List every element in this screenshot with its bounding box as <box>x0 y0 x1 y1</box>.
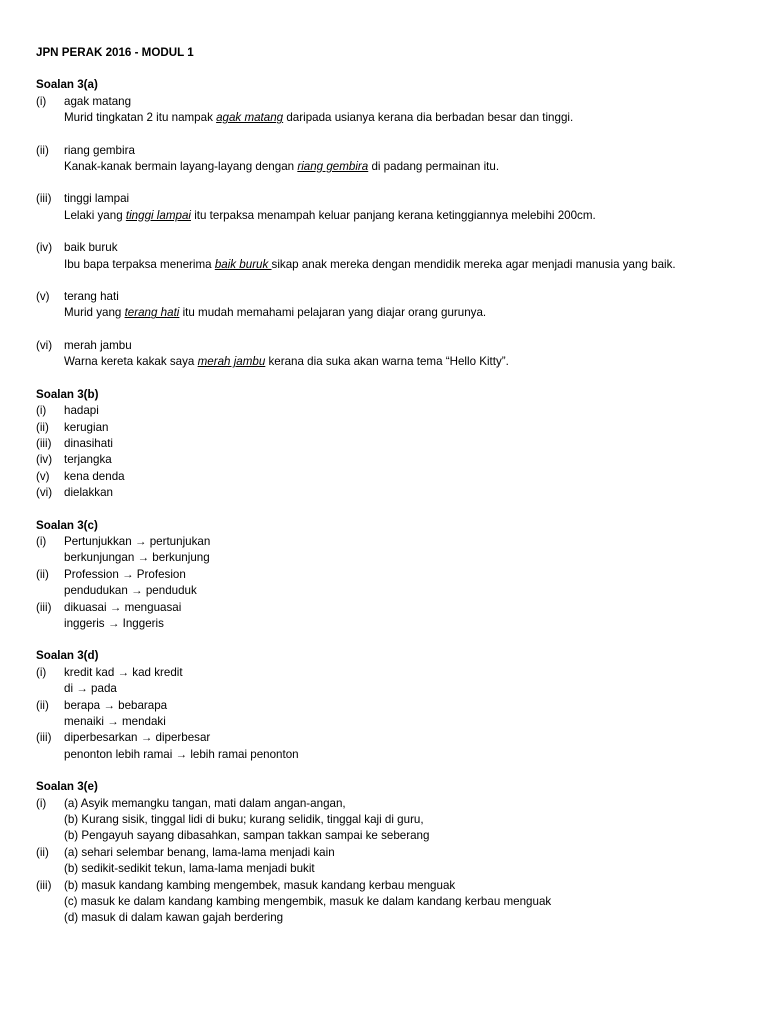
item-answer: kena denda <box>64 469 125 483</box>
correction-line: berapa → bebarapa <box>64 698 168 712</box>
section-3e <box>36 779 726 927</box>
answer-item <box>36 878 726 927</box>
item-number: (v) <box>36 290 50 304</box>
proverb-line: (a) Asyik memangku tangan, mati dalam angan-angan, <box>64 796 346 810</box>
sentence-end: itu terpaksa menampah keluar panjang kerana ketinggiannya melebihi 200cm. <box>190 208 596 222</box>
highlighted-phrase: tinggi lampai <box>125 208 191 222</box>
proverb-line: (b) Pengayuh sayang dibasahkan, sampan takkan sampai ke seberang <box>64 829 430 843</box>
sentence-start: Ibu bapa terpaksa menerima <box>64 257 215 271</box>
item-number: (ii) <box>36 420 49 434</box>
sentence-start: Kanak-kanak bermain layang-layang dengan <box>64 160 298 174</box>
correction-line: inggeris → Inggeris <box>64 616 164 630</box>
item-number: (iv) <box>36 453 53 467</box>
section-3d <box>36 648 726 763</box>
item-number: (iii) <box>36 436 52 450</box>
sentence-end: daripada usianya kerana dia berbadan besar dan tinggi. <box>283 111 574 125</box>
item-number: (vi) <box>36 338 53 352</box>
answer-item <box>36 338 726 371</box>
proverb-line: (b) masuk kandang kambing mengembek, masuk kandang kerbau menguak <box>64 878 456 892</box>
example-sentence <box>64 208 726 224</box>
answer-item <box>36 452 726 468</box>
item-number: (iii) <box>36 192 52 206</box>
correction-line: di → pada <box>64 682 117 696</box>
correction-line: menaiki → mendaki <box>64 715 166 728</box>
item-term: riang gembira <box>64 143 135 157</box>
item-term: terang hati <box>64 290 119 304</box>
item-term: tinggi lampai <box>64 192 130 206</box>
example-sentence <box>64 159 726 175</box>
section-heading: Soalan 3(c) <box>36 518 98 532</box>
sentence-end: kerana dia suka akan warna tema “Hello Kitty”. <box>265 355 509 369</box>
correction-line: pendudukan → penduduk <box>64 584 197 598</box>
item-term: baik buruk <box>64 241 118 255</box>
correction-line: diperbesarkan → diperbesar <box>64 731 211 745</box>
item-number: (i) <box>36 94 47 108</box>
correction-line: Pertunjukkan → pertunjukan <box>64 534 211 548</box>
answer-item <box>36 143 726 176</box>
document-page <box>36 45 726 943</box>
sentence-start: Murid tingkatan 2 itu nampak <box>64 111 217 125</box>
item-number: (iii) <box>36 600 52 614</box>
item-answer: dielakkan <box>64 486 113 500</box>
answer-item <box>36 665 726 698</box>
item-number: (i) <box>36 534 47 548</box>
correction-line: penonton lebih ramai → lebih ramai penonton <box>64 747 299 761</box>
sentence-start: Murid yang <box>64 306 125 320</box>
highlighted-phrase: terang hati <box>124 306 180 320</box>
item-number: (i) <box>36 665 47 679</box>
answer-item <box>36 730 726 763</box>
correction-line: kredit kad → kad kredit <box>64 665 183 679</box>
sentence-start: Lelaki yang <box>64 208 126 222</box>
answer-item <box>36 845 726 878</box>
item-number: (ii) <box>36 143 49 157</box>
example-sentence <box>64 110 726 126</box>
item-answer: dinasihati <box>64 436 113 450</box>
item-answer: terjangka <box>64 453 112 467</box>
example-sentence <box>64 305 726 321</box>
item-number: (iii) <box>36 731 52 745</box>
item-number: (i) <box>36 404 47 418</box>
proverb-line: (c) masuk ke dalam kandang kambing mengembik, masuk ke dalam kandang kerbau menguak <box>64 895 552 909</box>
answer-item <box>36 436 726 452</box>
item-term: merah jambu <box>64 338 132 352</box>
item-number: (iv) <box>36 241 53 255</box>
section-3b <box>36 387 726 502</box>
answer-item <box>36 534 726 567</box>
document-title: JPN PERAK 2016 - MODUL 1 <box>36 46 194 59</box>
item-number: (i) <box>36 796 47 810</box>
sentence-start: Warna kereta kakak saya <box>64 355 198 369</box>
section-heading: Soalan 3(a) <box>36 78 98 92</box>
section-heading: Soalan 3(b) <box>36 387 99 401</box>
answer-item <box>36 403 726 419</box>
answer-item <box>36 469 726 485</box>
answer-item <box>36 698 726 731</box>
answer-item <box>36 485 726 501</box>
item-number: (iii) <box>36 878 52 892</box>
proverb-line: (b) Kurang sisik, tinggal lidi di buku; kurang selidik, tinggal kaji di guru, <box>64 813 424 827</box>
answer-item <box>36 600 726 633</box>
example-sentence <box>64 354 726 370</box>
item-answer: hadapi <box>64 404 99 418</box>
item-number: (vi) <box>36 486 53 500</box>
correction-line: berkunjungan → berkunjung <box>64 551 210 565</box>
answer-item <box>36 567 726 600</box>
section-heading: Soalan 3(e) <box>36 780 98 794</box>
sentence-end: di padang permainan itu. <box>368 160 500 174</box>
highlighted-phrase: riang gembira <box>297 160 369 174</box>
proverb-line: (a) sehari selembar benang, lama-lama menjadi kain <box>64 845 335 859</box>
item-number: (ii) <box>36 567 49 581</box>
item-number: (ii) <box>36 698 49 712</box>
section-3a <box>36 77 726 370</box>
item-term: agak matang <box>64 94 132 108</box>
item-number: (v) <box>36 469 50 483</box>
correction-line: dikuasai → menguasai <box>64 600 182 614</box>
highlighted-phrase: merah jambu <box>197 355 266 369</box>
answer-item <box>36 94 726 127</box>
section-3c <box>36 518 726 633</box>
section-heading: Soalan 3(d) <box>36 649 99 663</box>
item-number: (ii) <box>36 845 49 859</box>
highlighted-phrase: agak matang <box>216 111 284 125</box>
sentence-end: itu mudah memahami pelajaran yang diajar orang gurunya. <box>179 306 487 320</box>
answer-item <box>36 191 726 224</box>
answer-item <box>36 420 726 436</box>
correction-line: Profession → Profesion <box>64 567 186 581</box>
sentence-end: sikap anak mereka dengan mendidik mereka agar menjadi manusia yang baik. <box>271 257 676 271</box>
answer-item <box>36 289 726 322</box>
answer-item <box>36 796 726 845</box>
proverb-line: (b) sedikit-sedikit tekun, lama-lama menjadi bukit <box>64 862 315 876</box>
answer-item <box>36 240 726 273</box>
highlighted-phrase: baik buruk <box>214 257 272 271</box>
item-answer: kerugian <box>64 420 109 434</box>
proverb-line: (d) masuk di dalam kawan gajah berdering <box>64 911 284 925</box>
example-sentence <box>64 257 726 273</box>
